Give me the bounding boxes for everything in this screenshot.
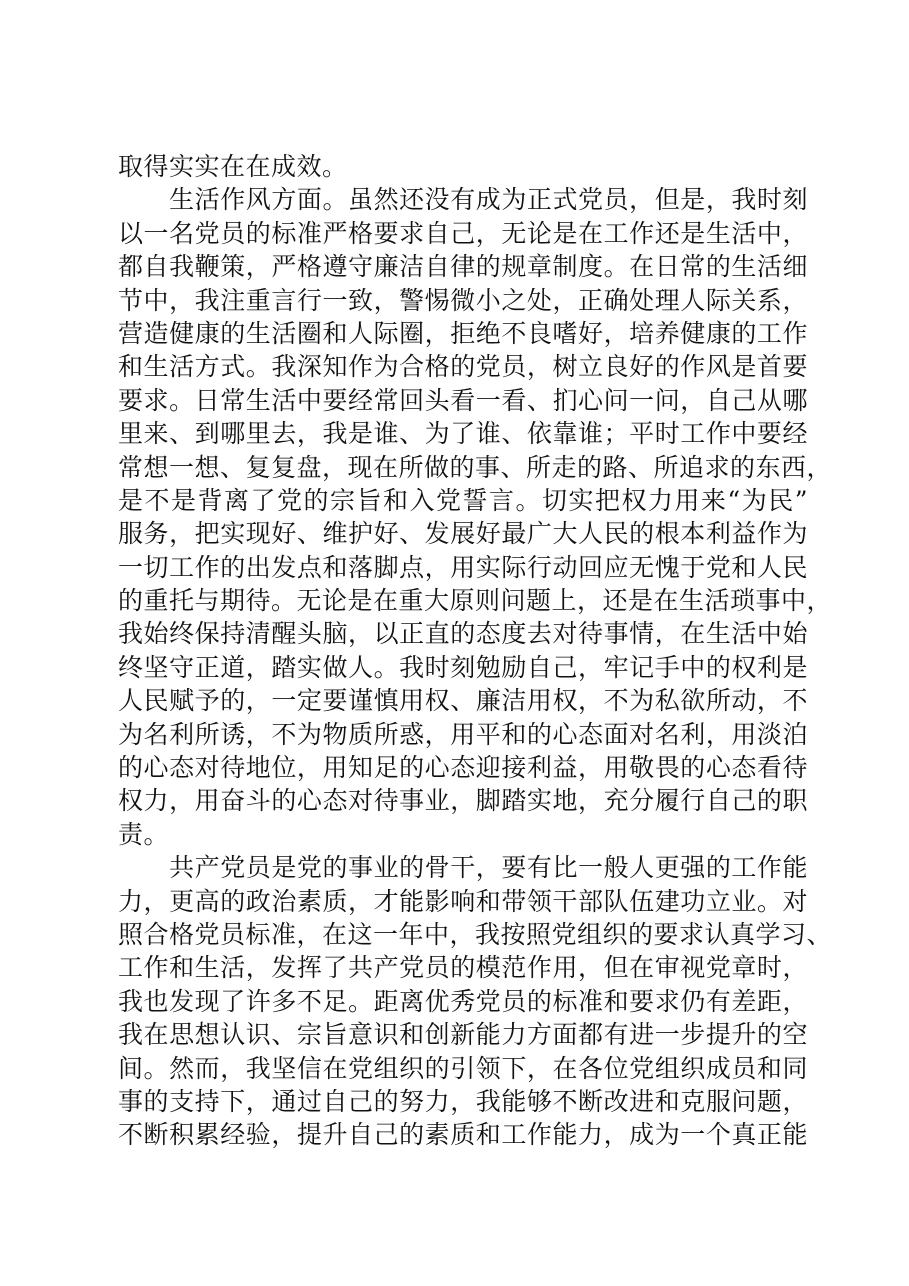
- text-line: 生活作风方面。虽然还没有成为正式党员，但是，我时刻: [118, 185, 808, 215]
- text-line: 不断积累经验，提升自己的素质和工作能力，成为一个真正能: [118, 1120, 808, 1150]
- text-line: 取得实实在在成效。: [118, 152, 348, 181]
- text-line: 都自我鞭策，严格遵守廉洁自律的规章制度。在日常的生活细: [118, 252, 808, 282]
- text-line: 终坚守正道，踏实做人。我时刻勉励自己，牢记手中的权利是: [118, 652, 808, 682]
- text-line: 服务，把实现好、维护好、发展好最广大人民的根本利益作为: [118, 519, 808, 549]
- text-line: 照合格党员标准，在这一年中，我按照党组织的要求认真学习、: [118, 919, 833, 949]
- text-line: 为名利所诱，不为物质所惑，用平和的心态面对名利，用淡泊: [118, 719, 808, 749]
- text-line: 以一名党员的标准严格要求自己，无论是在工作还是生活中，: [118, 218, 808, 248]
- text-line: 间。然而，我坚信在党组织的引领下，在各位党组织成员和同: [118, 1053, 808, 1083]
- text-line: 人民赋予的，一定要谨慎用权、廉洁用权，不为私欲所动，不: [118, 686, 808, 716]
- text-line: 权力，用奋斗的心态对待事业，脚踏实地，充分履行自己的职: [118, 786, 808, 816]
- text-line: 要求。日常生活中要经常回头看一看、扪心问一问，自己从哪: [118, 385, 808, 415]
- text-line: 我也发现了许多不足。距离优秀党员的标准和要求仍有差距，: [118, 986, 808, 1016]
- text-line: 力，更高的政治素质，才能影响和带领干部队伍建功立业。对: [118, 886, 808, 916]
- text-line: 的心态对待地位，用知足的心态迎接利益，用敬畏的心态看待: [118, 753, 808, 783]
- text-line: 一切工作的出发点和落脚点，用实际行动回应无愧于党和人民: [118, 552, 808, 582]
- text-line: 事的支持下，通过自己的努力，我能够不断改进和克服问题，: [118, 1086, 808, 1116]
- text-line: 营造健康的生活圈和人际圈，拒绝不良嗜好，培养健康的工作: [118, 318, 808, 348]
- text-line: 共产党员是党的事业的骨干，要有比一般人更强的工作能: [118, 853, 808, 883]
- document-body: [118, 150, 833, 1152]
- text-line: 责。: [118, 819, 170, 849]
- text-line: 和生活方式。我深知作为合格的党员，树立良好的作风是首要: [118, 352, 808, 382]
- text-line: 工作和生活，发挥了共产党员的模范作用，但在审视党章时，: [118, 953, 808, 983]
- text-line: 节中，我注重言行一致，警惕微小之处，正确处理人际关系，: [118, 285, 808, 315]
- text-line: 我在思想认识、宗旨意识和创新能力方面都有进一步提升的空: [118, 1020, 808, 1050]
- text-line: 是不是背离了党的宗旨和入党誓言。切实把权力用来“为民”: [118, 485, 808, 515]
- text-line: 的重托与期待。无论是在重大原则问题上，还是在生活琐事中，: [118, 586, 833, 616]
- text-line: 我始终保持清醒头脑，以正直的态度去对待事情，在生活中始: [118, 619, 808, 649]
- text-line: 里来、到哪里去，我是谁、为了谁、依靠谁；平时工作中要经: [118, 419, 808, 449]
- text-line: 常想一想、复复盘，现在所做的事、所走的路、所追求的东西，: [118, 452, 833, 482]
